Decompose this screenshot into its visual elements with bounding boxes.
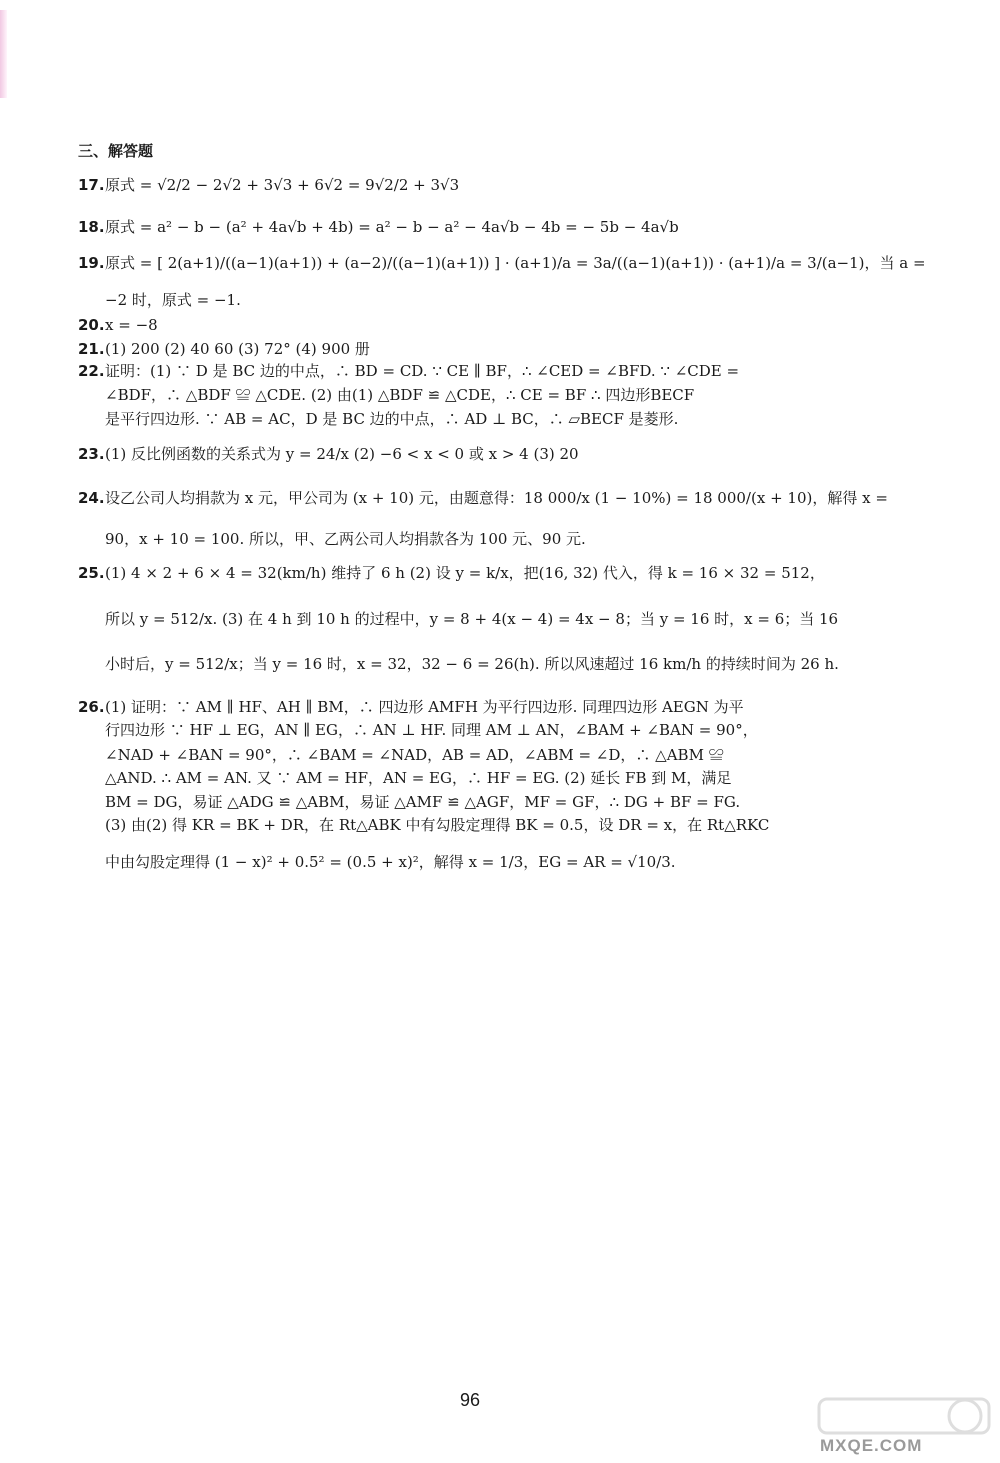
question-number: 17. — [78, 176, 105, 194]
question-number: 22. — [78, 362, 105, 380]
answer-26-line-1 — [78, 697, 744, 717]
page-edge-mark — [0, 10, 7, 98]
answer-text: 原式 = a² − b − (a² + 4a√b + 4b) = a² − b − a² − 4a√b − 4b = − 5b − 4a√b — [105, 218, 679, 236]
answer-21-line-1 — [78, 339, 370, 359]
answer-26-line-7 — [105, 852, 676, 872]
answer-19-line-1 — [78, 253, 926, 273]
answer-18-line-1 — [78, 217, 679, 237]
answer-text: 设乙公司人均捐款为 x 元，甲公司为 (x + 10) 元，由题意得：18 000/x (1 − 10%) = 18 000/(x + 10)，解得 x = — [105, 489, 888, 507]
question-number: 24. — [78, 489, 105, 507]
answer-24-line-1 — [78, 488, 888, 508]
answer-22-line-1 — [78, 361, 739, 381]
answer-25-line-1 — [78, 563, 825, 583]
answer-text: 所以 y = 512/x. (3) 在 4 h 到 10 h 的过程中，y = 8 + 4(x − 4) = 4x − 8；当 y = 16 时，x = 6；当 16 — [105, 610, 839, 628]
answer-text: 证明：(1) ∵ D 是 BC 边的中点，∴ BD = CD. ∵ CE ∥ BF，∴ ∠CED = ∠BFD. ∵ ∠CDE = — [105, 362, 740, 380]
answer-text: 行四边形 ∵ HF ⊥ EG，AN ∥ EG，∴ AN ⊥ HF. 同理 AM ⊥ AN，∠BAM + ∠BAN = 90°， — [105, 721, 758, 739]
answer-20-line-1 — [78, 315, 158, 335]
answer-text: 原式 = [ 2(a+1)/((a−1)(a+1)) + (a−2)/((a−1)(a+1)) ] · (a+1)/a = 3a/((a−1)(a+1)) · (a+1)/a = 3/(a−1)，当 a = — [105, 254, 926, 272]
answer-25-line-3 — [105, 654, 839, 674]
question-number: 18. — [78, 218, 105, 236]
page-number: 96 — [460, 1390, 481, 1410]
answer-text: x = −8 — [105, 316, 158, 334]
answer-text: (1) 4 × 2 + 6 × 4 = 32(km/h) 维持了 6 h (2) 设 y = k/x，把(16, 32) 代入，得 k = 16 × 32 = 512， — [105, 564, 825, 582]
answer-text: −2 时，原式 = −1. — [105, 291, 241, 309]
answer-23-line-1 — [78, 444, 579, 464]
answer-text: (3) 由(2) 得 KR = BK + DR，在 Rt△ABK 中有勾股定理得 BK = 0.5，设 DR = x，在 Rt△RKC — [105, 816, 770, 834]
question-number: 20. — [78, 316, 105, 334]
answer-text: 小时后，y = 512/x；当 y = 16 时，x = 32，32 − 6 = 26(h). 所以风速超过 16 km/h 的持续时间为 26 h. — [105, 655, 839, 673]
answer-text: (1) 反比例函数的关系式为 y = 24/x (2) −6 < x < 0 或 x > 4 (3) 20 — [105, 445, 579, 463]
answer-26-line-6 — [105, 815, 769, 835]
answer-text: △AND. ∴ AM = AN. 又 ∵ AM = HF，AN = EG，∴ HF = EG. (2) 延长 FB 到 M，满足 — [105, 769, 732, 787]
answer-22-line-3 — [105, 409, 678, 429]
answer-text: ∠NAD + ∠BAN = 90°，∴ ∠BAM = ∠NAD，AB = AD，∠ABM = ∠D，∴ △ABM ≌ — [105, 746, 724, 764]
answer-26-line-3 — [105, 745, 724, 765]
question-number: 21. — [78, 340, 105, 358]
answer-text: ∠BDF，∴ △BDF ≌ △CDE. (2) 由(1) △BDF ≌ △CDE，∴ CE = BF ∴ 四边形BECF — [105, 386, 695, 404]
section-title: 三、解答题 — [78, 142, 154, 160]
answer-text: (1) 证明：∵ AM ∥ HF、AH ∥ BM，∴ 四边形 AMFH 为平行四边形. 同理四边形 AEGN 为平 — [105, 698, 744, 716]
answer-26-line-4 — [105, 768, 731, 788]
question-number: 25. — [78, 564, 105, 582]
answer-text: 中由勾股定理得 (1 − x)² + 0.5² = (0.5 + x)²，解得 x = 1/3，EG = AR = √10/3. — [105, 853, 676, 871]
answer-text: 原式 = √2/2 − 2√2 + 3√3 + 6√2 = 9√2/2 + 3√3 — [105, 176, 460, 194]
question-number: 23. — [78, 445, 105, 463]
watermark-text: MXQE.COM — [820, 1436, 923, 1455]
question-number: 19. — [78, 254, 105, 272]
answer-text: 90，x + 10 = 100. 所以，甲、乙两公司人均捐款各为 100 元、90 元. — [105, 530, 586, 548]
answer-22-line-2 — [105, 385, 694, 405]
answer-text: (1) 200 (2) 40 60 (3) 72° (4) 900 册 — [105, 340, 370, 358]
question-number: 26. — [78, 698, 105, 716]
answer-19-line-2 — [105, 290, 241, 310]
answer-17-line-1 — [78, 175, 459, 195]
answer-text: BM = DG，易证 △ADG ≌ △ABM，易证 △AMF ≌ △AGF，MF = GF，∴ DG + BF = FG. — [105, 793, 741, 811]
answer-text: 是平行四边形. ∵ AB = AC，D 是 BC 边的中点，∴ AD ⊥ BC，∴ ▱BECF 是菱形. — [105, 410, 679, 428]
answer-24-line-2 — [105, 529, 586, 549]
answer-25-line-2 — [105, 609, 838, 629]
answer-26-line-5 — [105, 792, 740, 812]
answer-26-line-2 — [105, 720, 758, 740]
